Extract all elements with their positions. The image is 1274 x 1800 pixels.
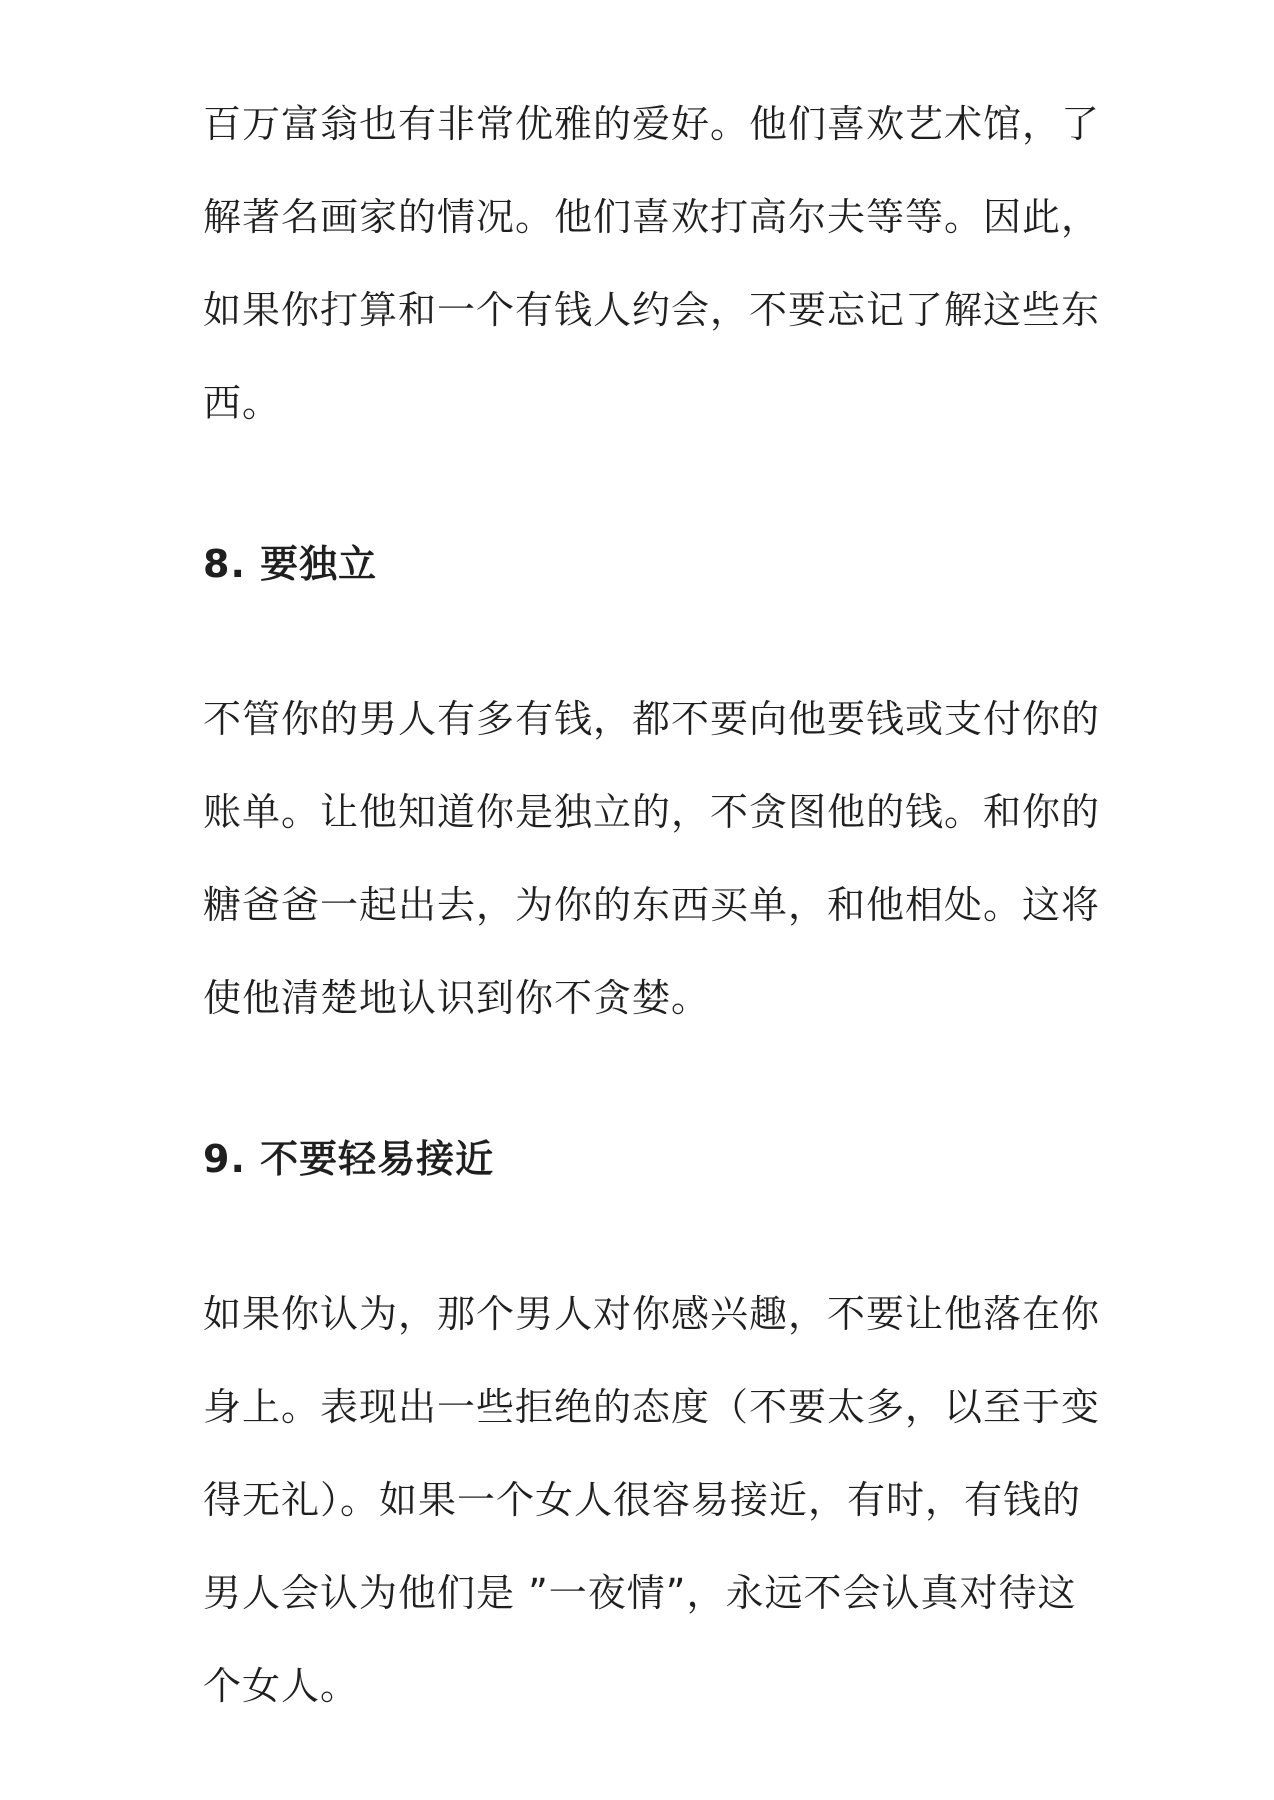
- paragraph-line: 如果你打算和一个有钱人约会，不要忘记了解这些东: [203, 288, 1101, 332]
- paragraph-line: 糖爸爸一起出去，为你的东西买单，和他相处。这将: [203, 883, 1101, 927]
- paragraph-line: 西。: [203, 381, 282, 425]
- paragraph-approach: [203, 1268, 1101, 1733]
- paragraph-line: 使他清楚地认识到你不贪婪。: [203, 976, 711, 1020]
- paragraph-line: 男人会认为他们是 ”一夜情”，永远不会认真对待这: [203, 1571, 1077, 1615]
- paragraph-line: 解著名画家的情况。他们喜欢打高尔夫等等。因此，: [203, 195, 1101, 239]
- paragraph-line: 百万富翁也有非常优雅的爱好。他们喜欢艺术馆，了: [203, 102, 1101, 146]
- paragraph-line: 如果你认为，那个男人对你感兴趣，不要让他落在你: [203, 1292, 1101, 1336]
- article-body: [203, 78, 1101, 1733]
- paragraph-line: 个女人。: [203, 1664, 360, 1708]
- section-heading-8: 8. 要独立: [203, 542, 378, 586]
- paragraph-line: 身上。表现出一些拒绝的态度（不要太多，以至于变: [203, 1385, 1101, 1429]
- paragraph-independent: [203, 673, 1101, 1045]
- section-heading-9: 9. 不要轻易接近: [203, 1137, 495, 1181]
- paragraph-hobbies: [203, 78, 1101, 450]
- paragraph-line: 账单。让他知道你是独立的，不贪图他的钱。和你的: [203, 790, 1101, 834]
- paragraph-line: 不管你的男人有多有钱，都不要向他要钱或支付你的: [203, 697, 1101, 741]
- paragraph-line: 得无礼）。如果一个女人很容易接近，有时，有钱的: [203, 1478, 1082, 1522]
